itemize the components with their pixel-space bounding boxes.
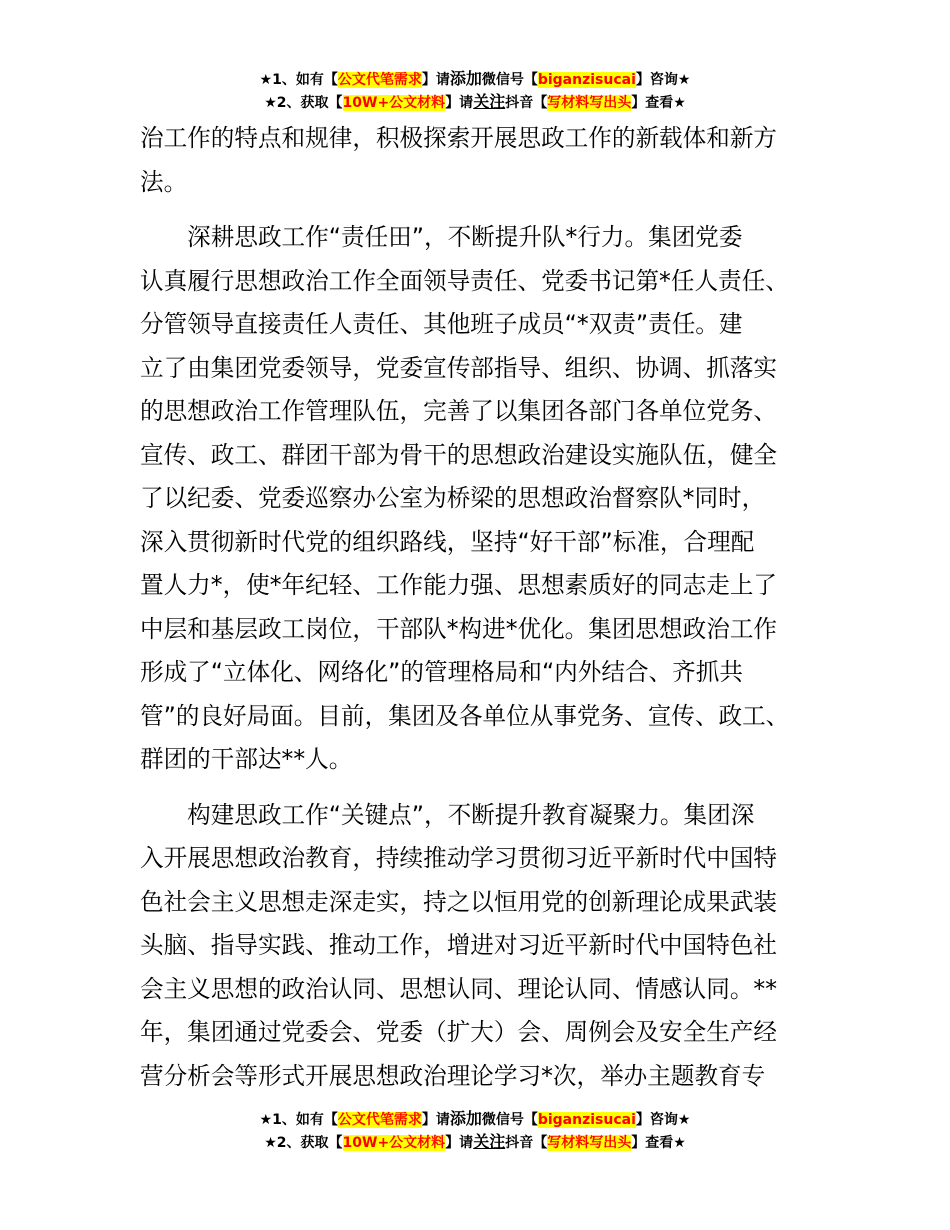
text-line: 头脑、指导实践、推动工作，增进对习近平新时代中国特色社 bbox=[140, 931, 778, 959]
banner-line-1 bbox=[0, 68, 950, 91]
banner-text: 】请 bbox=[421, 72, 450, 88]
banner-line-2 bbox=[0, 91, 950, 114]
paragraph-gap bbox=[140, 782, 830, 794]
banner-text: 微信号【 bbox=[481, 1112, 538, 1128]
text-line: 群团的干部达**人。 bbox=[140, 745, 353, 773]
banner-text: 】咨询★ bbox=[635, 72, 691, 88]
paragraph bbox=[140, 117, 830, 204]
text-line: 置人力*，使*年纪轻、工作能力强、思想素质好的同志走上了 bbox=[140, 571, 778, 599]
paragraph bbox=[140, 216, 830, 782]
banner-text: ★1、如有【 bbox=[259, 1112, 338, 1128]
text-line: 宣传、政工、群团干部为骨干的思想政治建设实施队伍，健全 bbox=[140, 440, 778, 469]
banner-text-emphasis: 关注 bbox=[473, 1132, 506, 1151]
paragraph-gap bbox=[140, 204, 830, 216]
highlight-douyin: 写材料写出头 bbox=[547, 95, 632, 111]
text-line: 色社会主义思想走深走实，持之以恒用党的创新理论成果武装 bbox=[140, 887, 778, 916]
banner-line-1 bbox=[0, 1108, 950, 1131]
highlight-materials: 10W+公文材料 bbox=[342, 95, 446, 111]
text-line: 立了由集团党委领导，党委宣传部指导、组织、协调、抓落实 bbox=[140, 353, 778, 382]
banner-text: 抖音【 bbox=[505, 1135, 548, 1151]
banner-text: 】请 bbox=[445, 95, 474, 111]
banner-text: ★2、获取【 bbox=[264, 95, 343, 111]
text-line: 营分析会等形式开展思想政治理论学习*次，举办主题教育专 bbox=[140, 1061, 766, 1090]
text-line: 年，集团通过党委会、党委（扩大）会、周例会及安全生产经 bbox=[140, 1018, 778, 1046]
text-line: 中层和基层政工岗位，干部队*构进*优化。集团思想政治工作 bbox=[140, 614, 778, 643]
banner-text: ★2、获取【 bbox=[264, 1135, 343, 1151]
text-line: 形成了“立体化、网络化”的管理格局和“内外结合、齐抓共 bbox=[140, 658, 743, 686]
banner-line-2 bbox=[0, 1131, 950, 1154]
document-body bbox=[140, 117, 830, 1098]
banner-text: 】查看★ bbox=[631, 95, 686, 111]
banner-text: 】请 bbox=[445, 1135, 474, 1151]
highlight-wechat-id: biganzisucai bbox=[537, 1112, 636, 1128]
banner-text: 抖音【 bbox=[505, 95, 548, 111]
banner-text: 】查看★ bbox=[631, 1135, 686, 1151]
banner-text-emphasis: 添加 bbox=[449, 1109, 482, 1128]
paragraph bbox=[140, 794, 830, 1099]
text-line: 深耕思政工作“责任田”，不断提升队*行力。集团党委 bbox=[140, 223, 743, 251]
highlight-ghostwriting: 公文代笔需求 bbox=[337, 72, 422, 88]
highlight-materials: 10W+公文材料 bbox=[342, 1135, 446, 1151]
banner-text: 微信号【 bbox=[481, 72, 538, 88]
text-line: 入开展思想政治教育，持续推动学习贯彻习近平新时代中国特 bbox=[140, 844, 778, 872]
text-line: 治工作的特点和规律，积极探索开展思政工作的新载体和新方 bbox=[140, 124, 778, 152]
text-line: 管”的良好局面。目前，集团及各单位从事党务、宣传、政工、 bbox=[140, 701, 790, 730]
text-line: 认真履行思想政治工作全面领导责任、党委书记第*任人责任、 bbox=[140, 266, 789, 295]
banner-text: 】请 bbox=[421, 1112, 450, 1128]
header-banner bbox=[0, 68, 950, 114]
text-line: 了以纪委、党委巡察办公室为桥梁的思想政治督察队*同时， bbox=[140, 484, 766, 512]
footer-banner bbox=[0, 1108, 950, 1154]
text-line: 深入贯彻新时代党的组织路线，坚持“好干部”标准，合理配 bbox=[140, 527, 755, 556]
text-line: 会主义思想的政治认同、思想认同、理论认同、情感认同。** bbox=[140, 974, 778, 1003]
banner-text: ★1、如有【 bbox=[259, 72, 338, 88]
banner-text-emphasis: 关注 bbox=[473, 92, 506, 111]
text-line: 的思想政治工作管理队伍，完善了以集团各部门各单位党务、 bbox=[140, 397, 778, 425]
highlight-ghostwriting: 公文代笔需求 bbox=[337, 1112, 422, 1128]
text-line: 法。 bbox=[140, 167, 188, 196]
highlight-douyin: 写材料写出头 bbox=[547, 1135, 632, 1151]
highlight-wechat-id: biganzisucai bbox=[537, 72, 636, 88]
banner-text-emphasis: 添加 bbox=[449, 69, 482, 88]
text-line: 构建思政工作“关键点”，不断提升教育凝聚力。集团深 bbox=[140, 800, 755, 829]
text-line: 分管领导直接责任人责任、其他班子成员“*双责”责任。建 bbox=[140, 310, 743, 338]
banner-text: 】咨询★ bbox=[635, 1112, 691, 1128]
